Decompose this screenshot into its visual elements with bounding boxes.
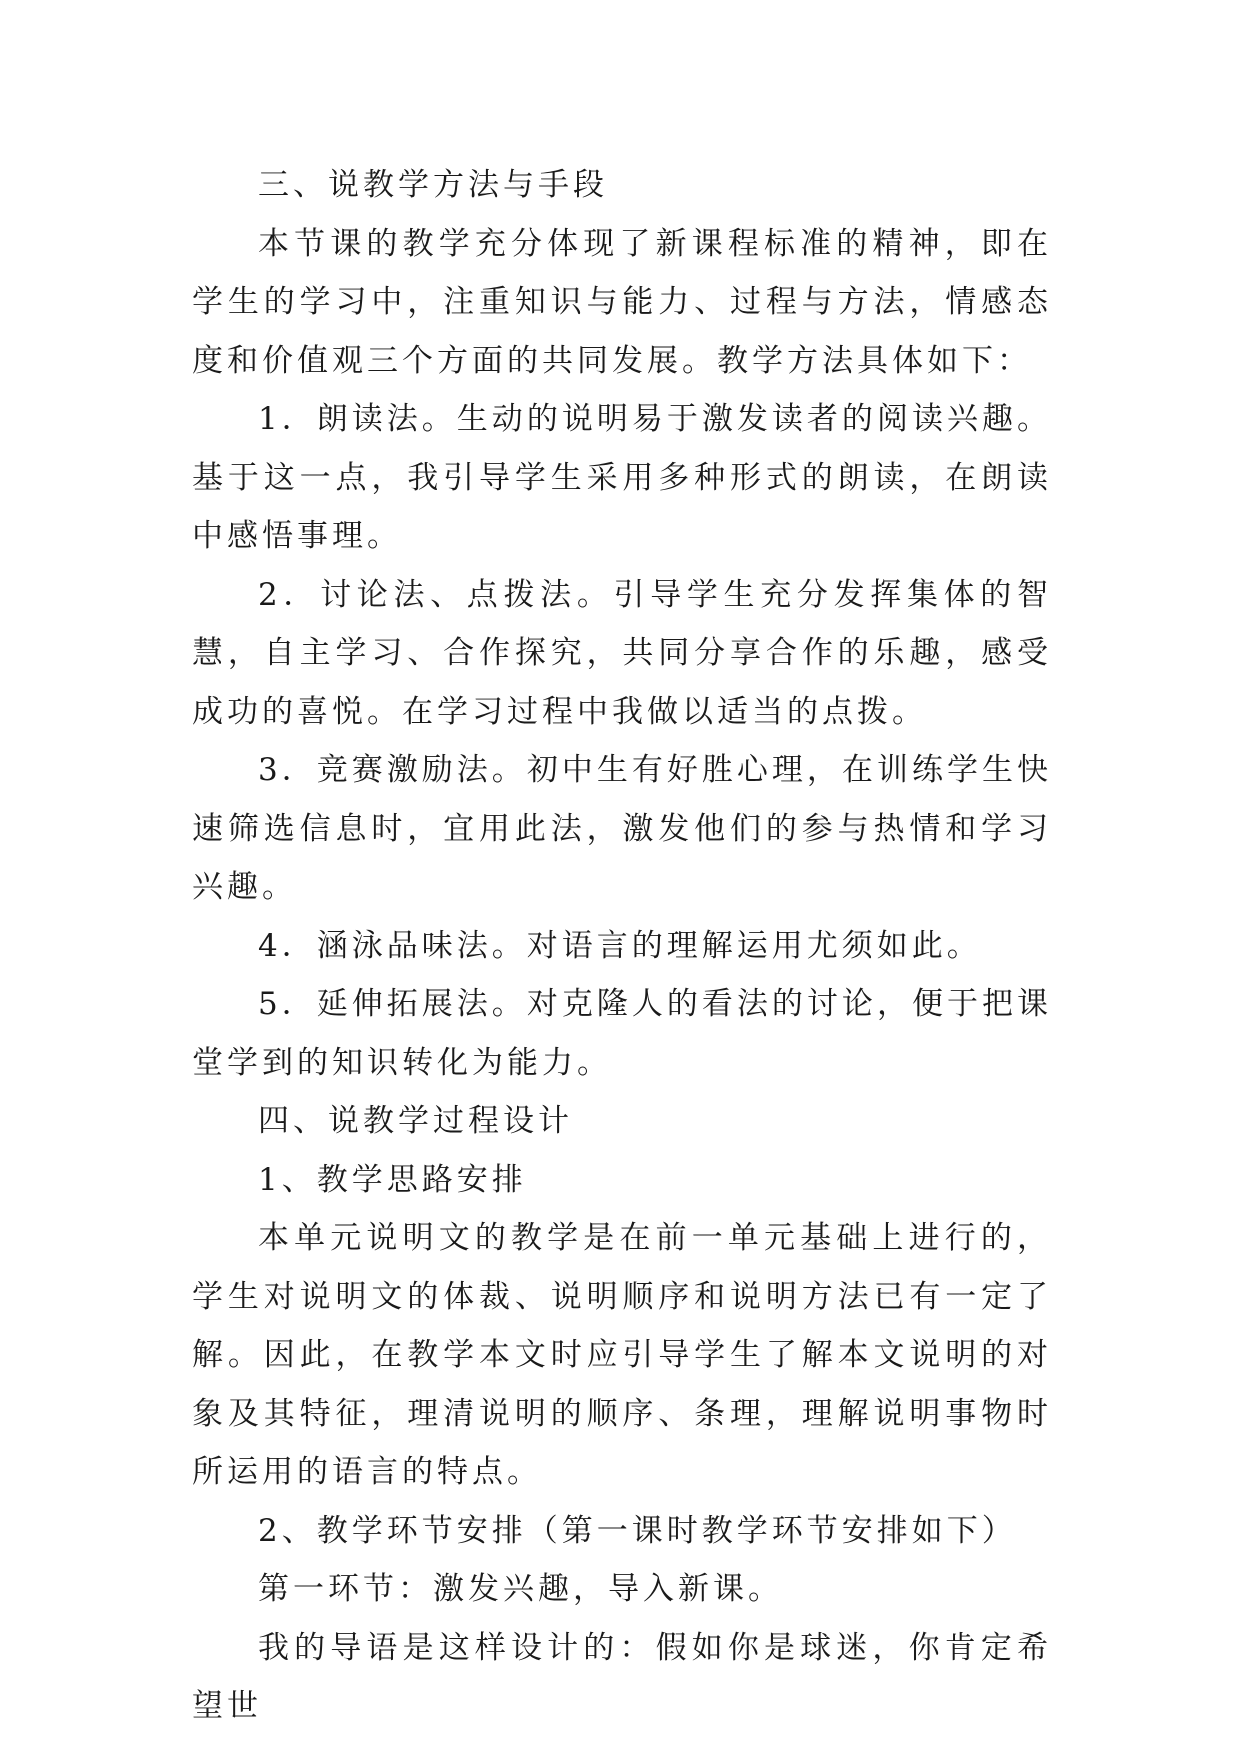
document-body [192, 156, 1052, 1736]
paragraph-method-extension: 5．延伸拓展法。对克隆人的看法的讨论，便于把课堂学到的知识转化为能力。 [192, 986, 1052, 1081]
paragraph-methods-intro: 本节课的教学充分体现了新课程标准的精神，即在学生的学习中，注重知识与能力、过程与方法，情感态度和价值观三个方面的共同发展。教学方法具体如下： [192, 225, 1052, 379]
subheading-teaching-stages: 2、教学环节安排（第一课时教学环节安排如下） [258, 1512, 1017, 1549]
paragraph-method-reading: 1．朗读法。生动的说明易于激发读者的阅读兴趣。基于这一点，我引导学生采用多种形式的朗读，在朗读中感悟事理。 [192, 401, 1052, 554]
paragraph-method-savoring: 4．涵泳品味法。对语言的理解运用尤须如此。 [258, 927, 982, 964]
paragraph-method-discussion: 2．讨论法、点拨法。引导学生充分发挥集体的智慧，自主学习、合作探究，共同分享合作的乐趣，感受成功的喜悦。在学习过程中我做以适当的点拨。 [192, 576, 1052, 730]
paragraph-stage-one: 第一环节：激发兴趣，导入新课。 [258, 1571, 783, 1607]
section-heading-process-design: 四、说教学过程设计 [258, 1103, 573, 1139]
paragraph-method-competition: 3．竞赛激励法。初中生有好胜心理，在训练学生快速筛选信息时，宜用此法，激发他们的参与热情和学习兴趣。 [192, 752, 1052, 905]
section-heading-teaching-methods: 三、说教学方法与手段 [258, 167, 608, 203]
subheading-teaching-approach: 1、教学思路安排 [258, 1161, 527, 1198]
paragraph-teaching-approach: 本单元说明文的教学是在前一单元基础上进行的，学生对说明文的体裁、说明顺序和说明方法已有一定了解。因此，在教学本文时应引导学生了解本文说明的对象及其特征，理清说明的顺序、条理，理解说明事物时所运用的语言的特点。 [192, 1220, 1052, 1490]
paragraph-introduction-design: 我的导语是这样设计的：假如你是球迷，你肯定希望世 [192, 1629, 1052, 1724]
